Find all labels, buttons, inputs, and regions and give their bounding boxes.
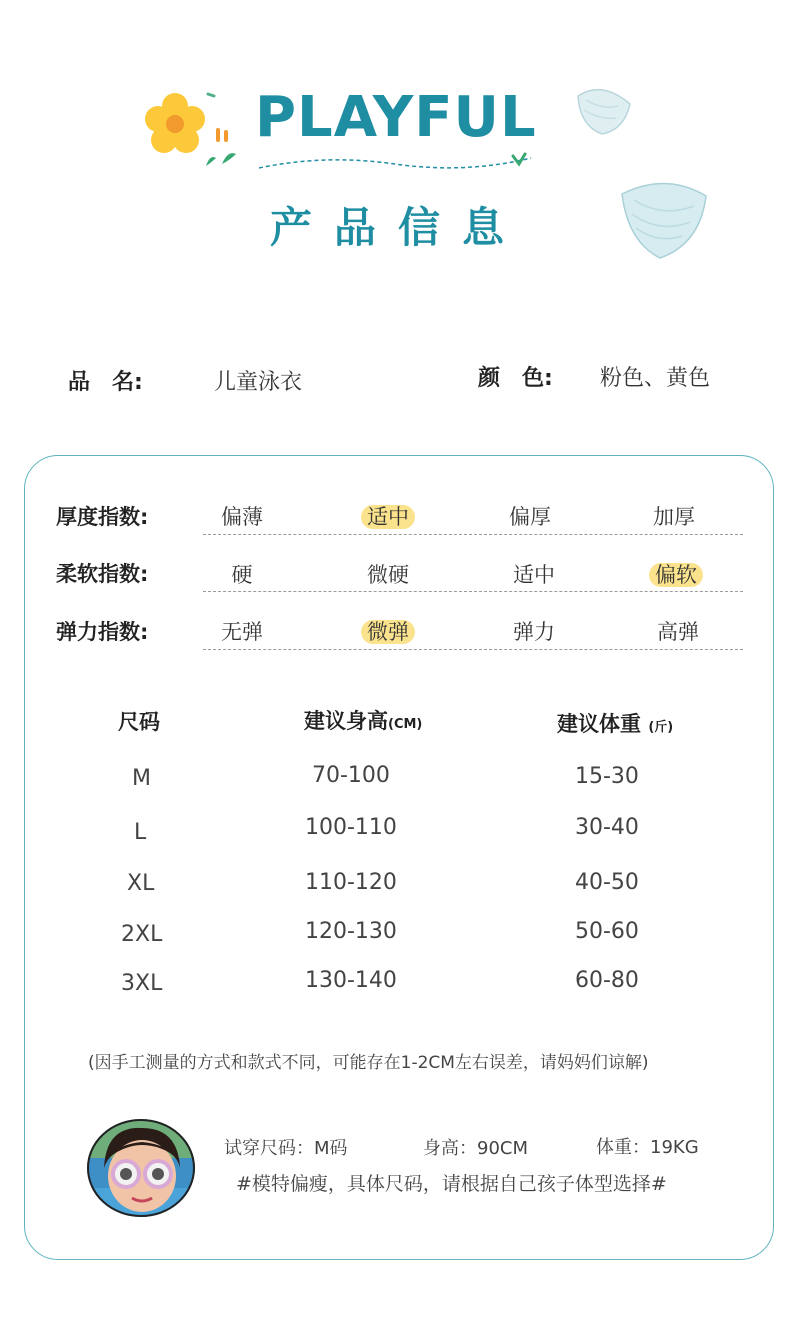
softness-index-label: 柔软指数: (56, 562, 149, 586)
page-subtitle: 产品信息 (270, 203, 527, 252)
height-cell: 130-140 (305, 968, 397, 993)
divider (203, 649, 743, 650)
thickness-option: 偏薄 (221, 505, 263, 529)
product-color-value: 粉色、黄色 (600, 366, 711, 391)
height-cell: 70-100 (312, 763, 390, 788)
thickness-option: 加厚 (653, 505, 695, 529)
size-cell: 3XL (121, 971, 163, 996)
wave-underline (255, 148, 535, 178)
size-cell: M (132, 766, 151, 791)
divider (203, 591, 743, 592)
thickness-index-label: 厚度指数: (56, 505, 149, 529)
product-name-value: 儿童泳衣 (214, 370, 303, 395)
thickness-option: 偏厚 (509, 505, 551, 529)
measurement-note: (因手工测量的方式和款式不同，可能存在1-2CM左右误差，请妈妈们谅解) (88, 1053, 649, 1073)
elasticity-option-selected: 微弹 (348, 617, 428, 647)
softness-option-selected: 偏软 (636, 560, 716, 590)
sprout-icon (200, 90, 260, 170)
shell-icon (612, 178, 712, 262)
height-cell: 110-120 (305, 870, 397, 895)
weight-cell: 15-30 (575, 764, 639, 789)
softness-option: 硬 (231, 563, 253, 587)
weight-header: 建议体重 (斤) (557, 712, 674, 736)
softness-option: 微硬 (367, 563, 409, 587)
weight-cell: 60-80 (575, 968, 639, 993)
weight-cell: 30-40 (575, 815, 639, 840)
weight-cell: 50-60 (575, 919, 639, 944)
size-cell: XL (127, 871, 155, 896)
elasticity-option: 无弹 (221, 620, 263, 644)
model-remark: #模特偏瘦，具体尺码，请根据自己孩子体型选择# (236, 1173, 667, 1195)
brand-title: PLAYFUL (255, 85, 537, 150)
model-size: 试穿尺码：M码 (224, 1138, 348, 1159)
model-weight: 体重：19KG (596, 1137, 699, 1158)
height-cell: 100-110 (305, 815, 397, 840)
model-height: 身高：90CM (423, 1138, 529, 1159)
thickness-option-selected: 适中 (348, 502, 428, 532)
elasticity-option: 高弹 (657, 620, 699, 644)
elasticity-option: 弹力 (513, 620, 555, 644)
size-cell: L (134, 820, 147, 845)
softness-option: 适中 (513, 563, 555, 587)
model-avatar (86, 1118, 196, 1218)
divider (203, 534, 743, 535)
height-cell: 120-130 (305, 919, 397, 944)
size-header: 尺码 (118, 710, 160, 734)
height-header: 建议身高(CM) (304, 709, 423, 733)
shell-icon (572, 82, 636, 138)
product-name-label: 品 名: (68, 370, 143, 395)
elasticity-index-label: 弹力指数: (56, 620, 149, 644)
product-color-label: 颜 色: (478, 366, 553, 391)
size-cell: 2XL (121, 922, 163, 947)
weight-cell: 40-50 (575, 870, 639, 895)
